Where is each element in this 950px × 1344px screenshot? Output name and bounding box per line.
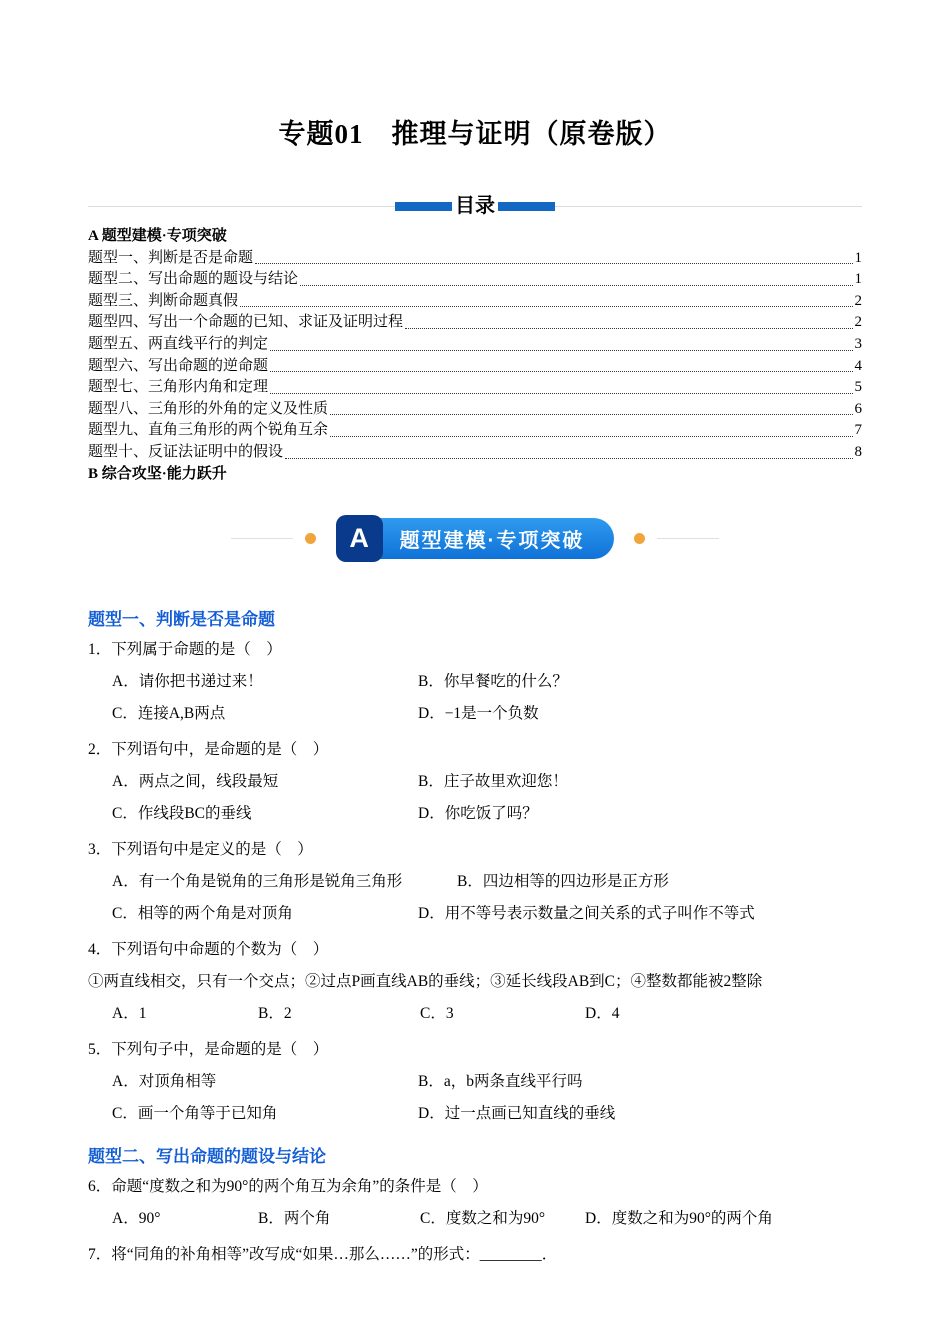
- toc-item-label: 题型十、反证法证明中的假设: [88, 443, 284, 460]
- toc-dot-leader: [405, 328, 852, 329]
- banner-badge: A: [336, 515, 383, 562]
- option-c: C．度数之和为90°: [420, 1210, 546, 1228]
- toc-rule-right: [555, 206, 862, 207]
- option-b: B．四边相等的四边形是正方形: [457, 873, 669, 891]
- question-stem: 5．下列句子中，是命题的是（ ）: [88, 1041, 329, 1059]
- toc-rule-left: [88, 206, 395, 207]
- option-row: [88, 766, 862, 798]
- toc-item: [88, 356, 862, 378]
- option-b: B．a，b两条直线平行吗: [418, 1073, 583, 1091]
- toc-bar-right-icon: [498, 202, 555, 211]
- option-d: D．−1是一个负数: [418, 705, 539, 723]
- toc-item-page: 1: [854, 249, 862, 266]
- toc-item-label: 题型二、写出命题的题设与结论: [88, 271, 299, 288]
- option-a: A．1: [112, 1005, 147, 1023]
- toc-item-label: 题型三、判断命题真假: [88, 292, 239, 309]
- option-b: B．庄子故里欢迎您！: [418, 773, 568, 791]
- toc-item-label: 题型七、三角形内角和定理: [88, 379, 269, 396]
- toc-dot-leader: [240, 306, 852, 307]
- decor-dot-left-icon: [305, 533, 316, 544]
- question-3: [88, 834, 862, 930]
- option-c: C．连接A,B两点: [112, 705, 226, 723]
- toc-item: [88, 312, 862, 334]
- option-b: B．两个角: [258, 1210, 331, 1228]
- question-stem: 7．将“同角的补角相等”改写成“如果…那么……”的形式：________．: [88, 1246, 558, 1264]
- toc-item-page: 8: [854, 443, 862, 460]
- toc-item: [88, 377, 862, 399]
- option-c: C．画一个角等于已知角: [112, 1105, 278, 1123]
- option-c: C．相等的两个角是对顶角: [112, 905, 293, 923]
- toc-item-page: 2: [854, 314, 862, 331]
- toc-heading: 目录: [455, 195, 495, 217]
- toc-item-label: 题型五、两直线平行的判定: [88, 335, 269, 352]
- toc-item-label: 题型六、写出命题的逆命题: [88, 357, 269, 374]
- toc-dot-leader: [270, 371, 852, 372]
- option-b: B．你早餐吃的什么？: [418, 673, 568, 691]
- option-d: D．过一点画已知直线的垂线: [418, 1105, 616, 1123]
- banner-rule-left: [231, 538, 293, 539]
- question-4: [88, 934, 862, 1030]
- section-banner: [88, 518, 862, 559]
- banner-label: 题型建模·专项突破: [399, 530, 585, 553]
- toc-list: [88, 226, 862, 485]
- question-stem: 4．下列语句中命题的个数为（ ）: [88, 941, 329, 959]
- question-2: [88, 734, 862, 830]
- option-d: D．度数之和为90°的两个角: [585, 1210, 773, 1228]
- option-row: [88, 1203, 862, 1235]
- option-d: D．你吃饭了吗？: [418, 805, 538, 823]
- option-a: A．对顶角相等: [112, 1073, 217, 1091]
- toc-item: [88, 248, 862, 270]
- question-statements: ①两直线相交，只有一个交点；②过点P画直线AB的垂线；③延长线段AB到C；④整数都能被2整除: [88, 973, 763, 991]
- toc-item-label: 题型四、写出一个命题的已知、求证及证明过程: [88, 314, 404, 331]
- option-b: B．2: [258, 1005, 292, 1023]
- toc-dot-leader: [330, 436, 852, 437]
- toc-item: [88, 420, 862, 442]
- toc-item-label: 题型九、直角三角形的两个锐角互余: [88, 422, 329, 439]
- question-stem: 3．下列语句中是定义的是（ ）: [88, 841, 313, 859]
- toc-item-page: 7: [854, 422, 862, 439]
- topic-heading-2: 题型二、写出命题的题设与结论: [88, 1147, 326, 1167]
- toc-item: [88, 334, 862, 356]
- toc-item-page: 3: [854, 335, 862, 352]
- decor-dot-right-icon: [634, 533, 645, 544]
- toc-bar-left-icon: [395, 202, 452, 211]
- option-row: [88, 798, 862, 830]
- option-row: [88, 866, 862, 898]
- banner-pill: [336, 518, 615, 559]
- toc-item-page: 4: [854, 357, 862, 374]
- topic-heading-1: 题型一、判断是否是命题: [88, 610, 275, 630]
- toc-item-page: 5: [854, 379, 862, 396]
- toc-dot-leader: [300, 285, 852, 286]
- option-a: A．请你把书递过来！: [112, 673, 263, 691]
- option-a: A．两点之间，线段最短: [112, 773, 279, 791]
- toc-item: [88, 399, 862, 421]
- option-row: [88, 1066, 862, 1098]
- question-stem: 1．下列属于命题的是（ ）: [88, 641, 282, 659]
- toc-item: [88, 269, 862, 291]
- option-row: [88, 666, 862, 698]
- toc-item-page: 2: [854, 292, 862, 309]
- toc-section-a: A 题型建模·专项突破: [88, 228, 227, 244]
- question-1: [88, 634, 862, 730]
- toc-dot-leader: [270, 393, 852, 394]
- toc-section-b: B 综合攻坚·能力跃升: [88, 465, 227, 482]
- toc-item-label: 题型八、三角形的外角的定义及性质: [88, 400, 329, 417]
- question-stem: 2．下列语句中，是命题的是（ ）: [88, 741, 329, 759]
- toc-dot-leader: [255, 263, 852, 264]
- option-d: D．4: [585, 1005, 620, 1023]
- question-stem: 6．命题“度数之和为90°的两个角互为余角”的条件是（ ）: [88, 1178, 488, 1196]
- option-row: [88, 898, 862, 930]
- option-row: [88, 998, 862, 1030]
- question-5: [88, 1034, 862, 1130]
- page-title: 专题01 推理与证明（原卷版）: [278, 119, 672, 149]
- toc-item-page: 1: [854, 271, 862, 288]
- toc-item: [88, 442, 862, 464]
- option-d: D．用不等号表示数量之间关系的式子叫作不等式: [418, 905, 755, 923]
- question-7: [88, 1239, 862, 1271]
- option-c: C．作线段BC的垂线: [112, 805, 252, 823]
- option-a: A．90°: [112, 1210, 161, 1228]
- toc-dot-leader: [330, 414, 852, 415]
- toc-item-page: 6: [854, 400, 862, 417]
- toc-item-label: 题型一、判断是否是命题: [88, 249, 254, 266]
- option-c: C．3: [420, 1005, 454, 1023]
- option-row: [88, 1098, 862, 1130]
- question-6: [88, 1171, 862, 1235]
- toc-dot-leader: [285, 458, 852, 459]
- option-row: [88, 698, 862, 730]
- toc-item: [88, 291, 862, 313]
- banner-rule-right: [657, 538, 719, 539]
- option-a: A．有一个角是锐角的三角形是锐角三角形: [112, 873, 403, 891]
- toc-dot-leader: [270, 350, 852, 351]
- toc-heading-row: [88, 195, 862, 217]
